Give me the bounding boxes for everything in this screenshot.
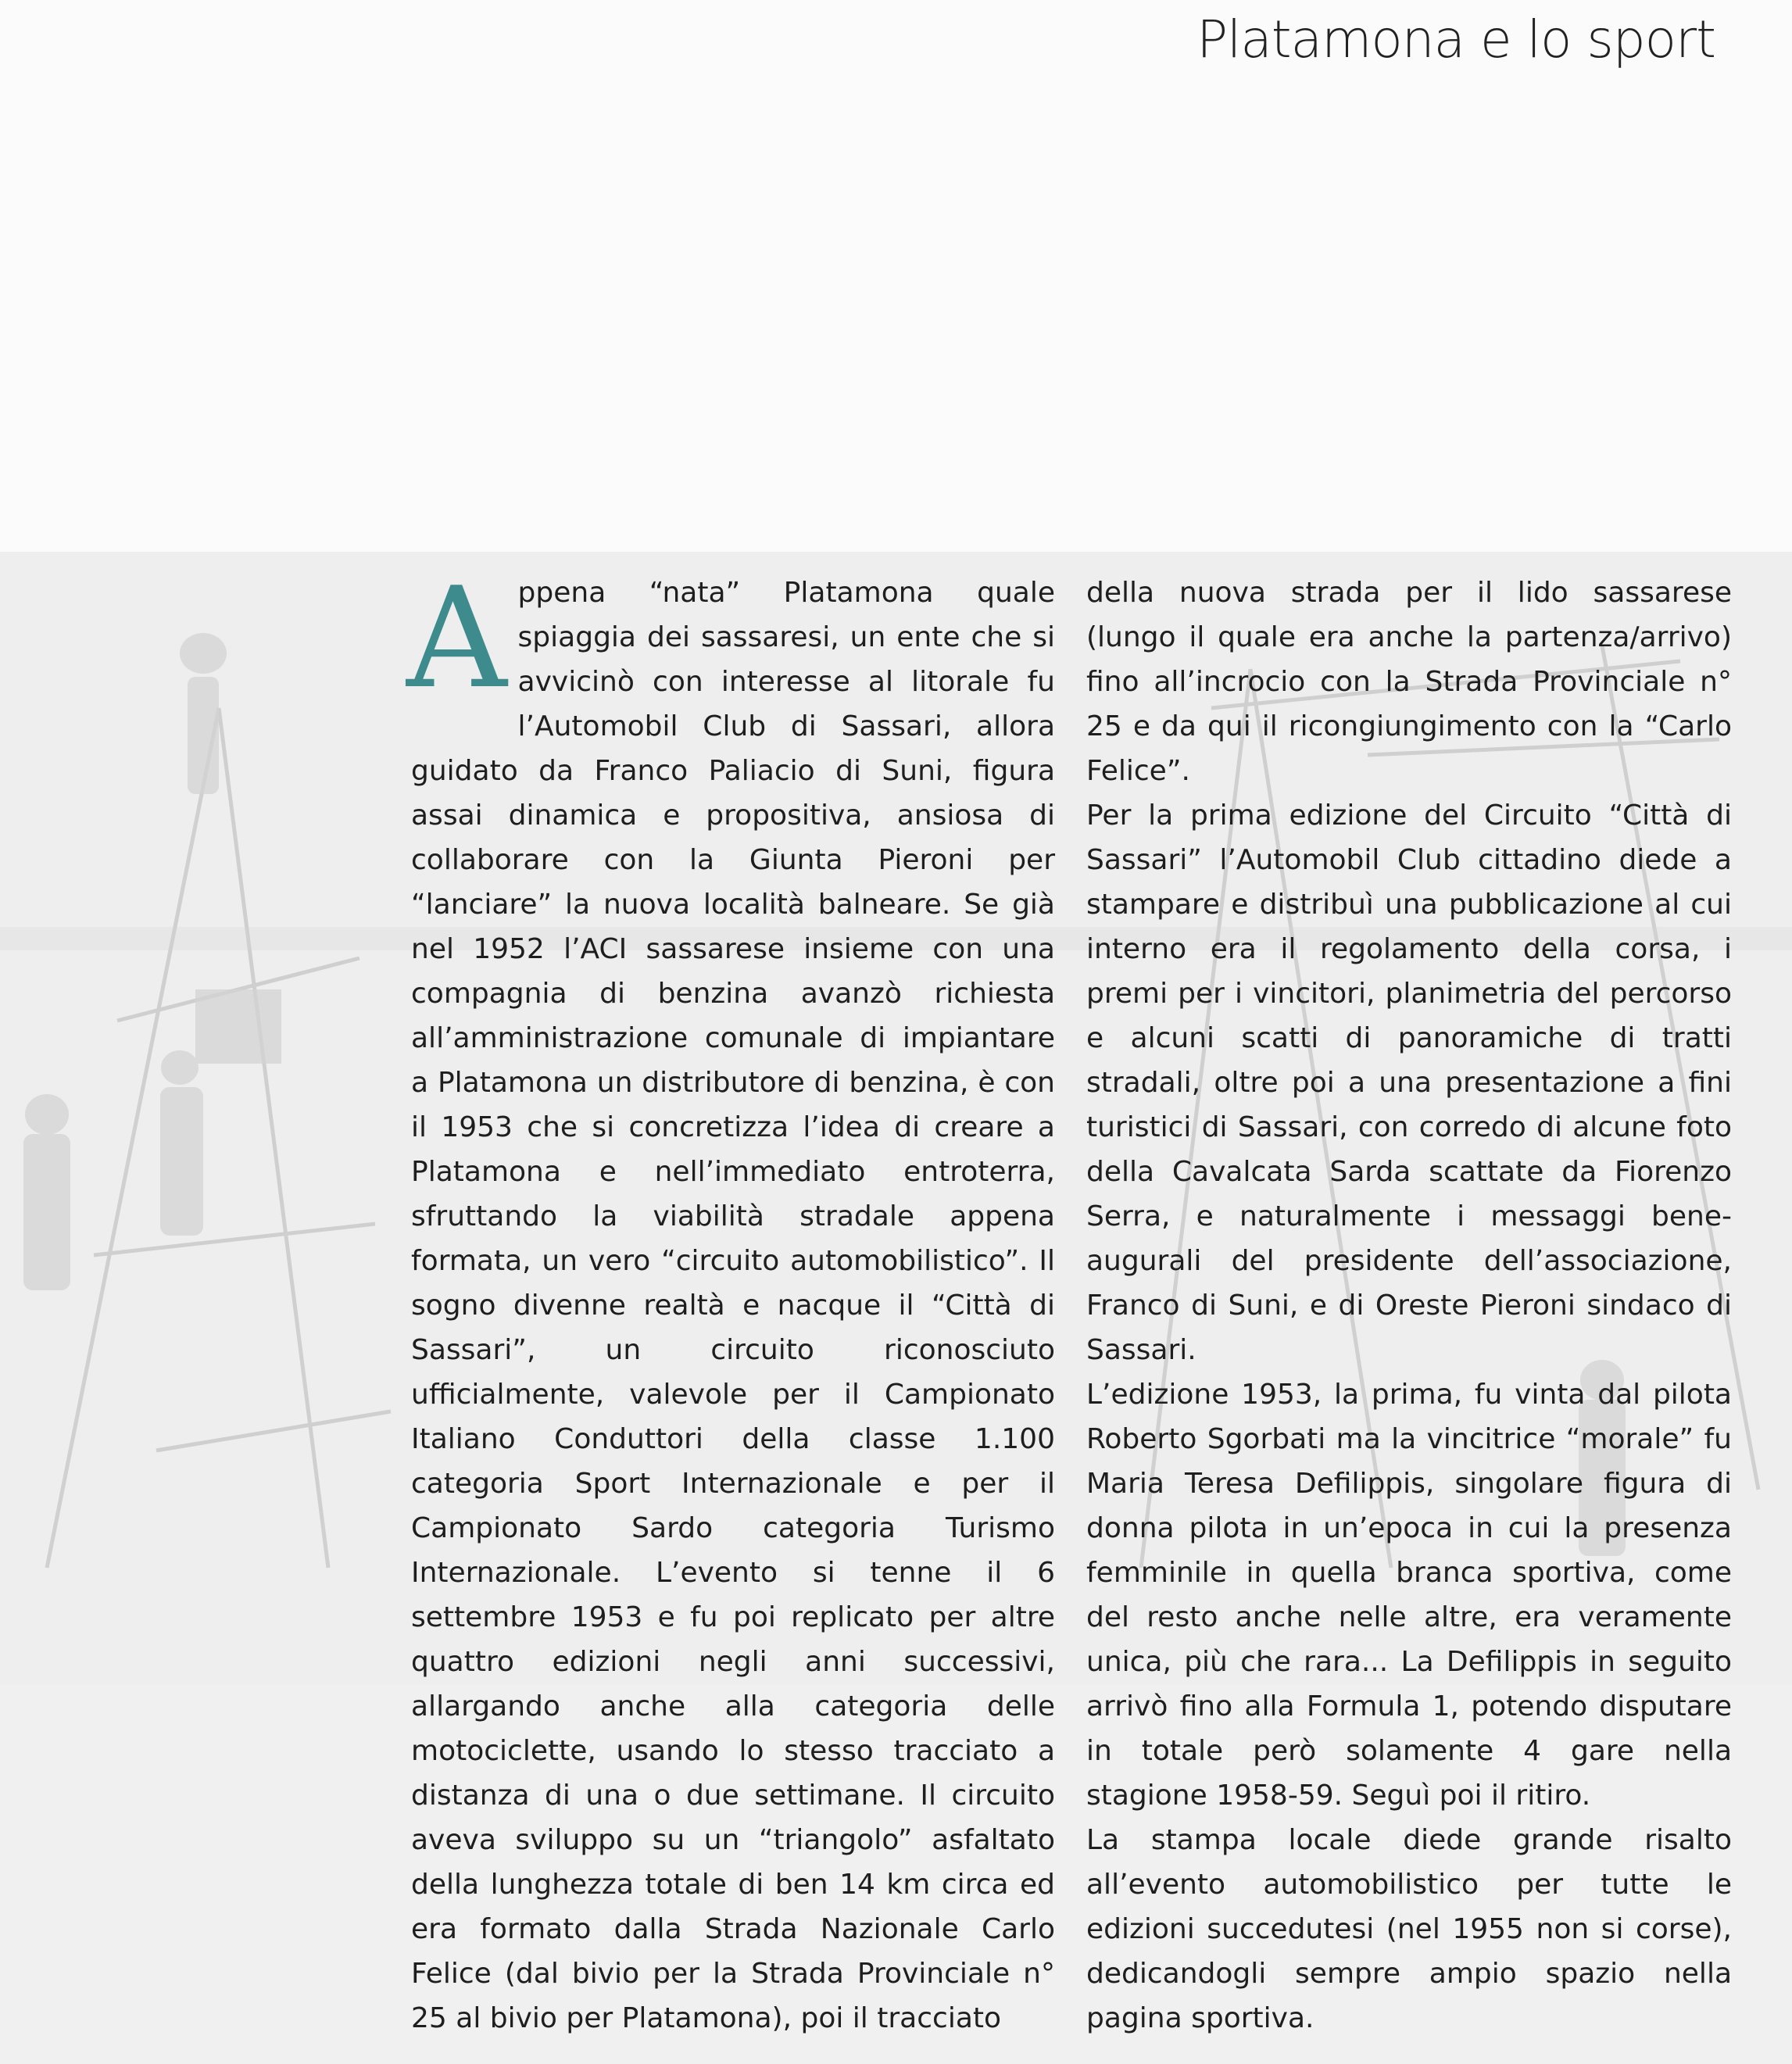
paragraph: della nuova strada per il lido sassarese (lungo il quale era anche la partenza/arrivo) fino all’incrocio con la Strada Provinciale n° 25 e da qui il ricongiungimento con la “Carlo Felice”. — [1086, 577, 1732, 787]
article-column-right — [1086, 571, 1732, 2041]
drop-cap: A — [406, 557, 507, 719]
paragraph: La stampa locale diede grande risalto all’evento automobilistico per tutte le edizioni succedutesi (nel 1955 non si corse), dedicandogli sempre ampio spazio nella pagina sportiva. — [1086, 1824, 1732, 2034]
article-column-left — [406, 557, 1055, 2041]
page-title: Platamona e lo sport — [1196, 9, 1715, 70]
paragraph: L’edizione 1953, la prima, fu vinta dal pilota Roberto Sgorbati ma la vincitrice “morale” fu Maria Teresa Defilippis, singolare figura di donna pilota in un’epoca in cui la presenza femminile in quella branca sportiva, come del resto anche nelle altre, era veramente unica, più che rara... La Defilippis in seguito arrivò fino alla Formula 1, potendo disputare in totale però solamente 4 gare nella stagione 1958-59. Seguì poi il ritiro. — [1086, 1379, 1732, 1812]
paragraph: Per la prima edizione del Circuito “Città di Sassari” l’Automobil Club cittadino diede a stampare e distribuì una pubblicazione al cui interno era il regolamento della corsa, i premi per i vincitori, planimetria del percorso e alcuni scatti di panoramiche di tratti stradali, oltre poi a una presentazione a fini turistici di Sassari, con corredo di alcune foto della Cavalcata Sarda scattate da Fiorenzo Serra, e naturalmente i messaggi bene-augurali del presidente dell’associazione, Franco di Suni, e di Oreste Pieroni sindaco di Sassari. — [1086, 799, 1732, 1366]
paragraph: ppena “nata” Platamona quale spiaggia dei sassaresi, un ente che si avvicinò con interesse al litorale fu l’Automobil Club di Sassari, allora guidato da Franco Paliacio di Suni, figura assai dinamica e propositiva, ansiosa di collaborare con la Giunta Pieroni per “lanciare” la nuova località balneare. Se già nel 1952 l’ACI sassarese insieme con una compagnia di benzina avanzò richiesta all’amministrazione comunale di impiantare a Platamona un distributore di benzina, è con il 1953 che si concretizza l’idea di creare a Platamona e nell’immediato entroterra, sfruttando la viabilità stradale appena formata, un vero “circuito automobilistico”. Il sogno divenne realtà e nacque il “Città di Sassari”, un circuito riconosciuto ufficialmente, valevole per il Campionato Italiano Conduttori della classe 1.100 categoria Sport Internazionale e per il Campionato Sardo categoria Turismo Internazionale. L’evento si tenne il 6 settembre 1953 e fu poi replicato per altre quattro edizioni negli anni successivi, allargando anche alla categoria delle motociclette, usando lo stesso tracciato a distanza di una o due settimane. Il circuito aveva sviluppo su un “triangolo” asfaltato della lunghezza totale di ben 14 km circa ed era formato dalla Strada Nazionale Carlo Felice (dal bivio per la Strada Provinciale n° 25 al bivio per Platamona), poi il tracciato — [411, 577, 1055, 2034]
page-header — [0, 0, 1792, 552]
